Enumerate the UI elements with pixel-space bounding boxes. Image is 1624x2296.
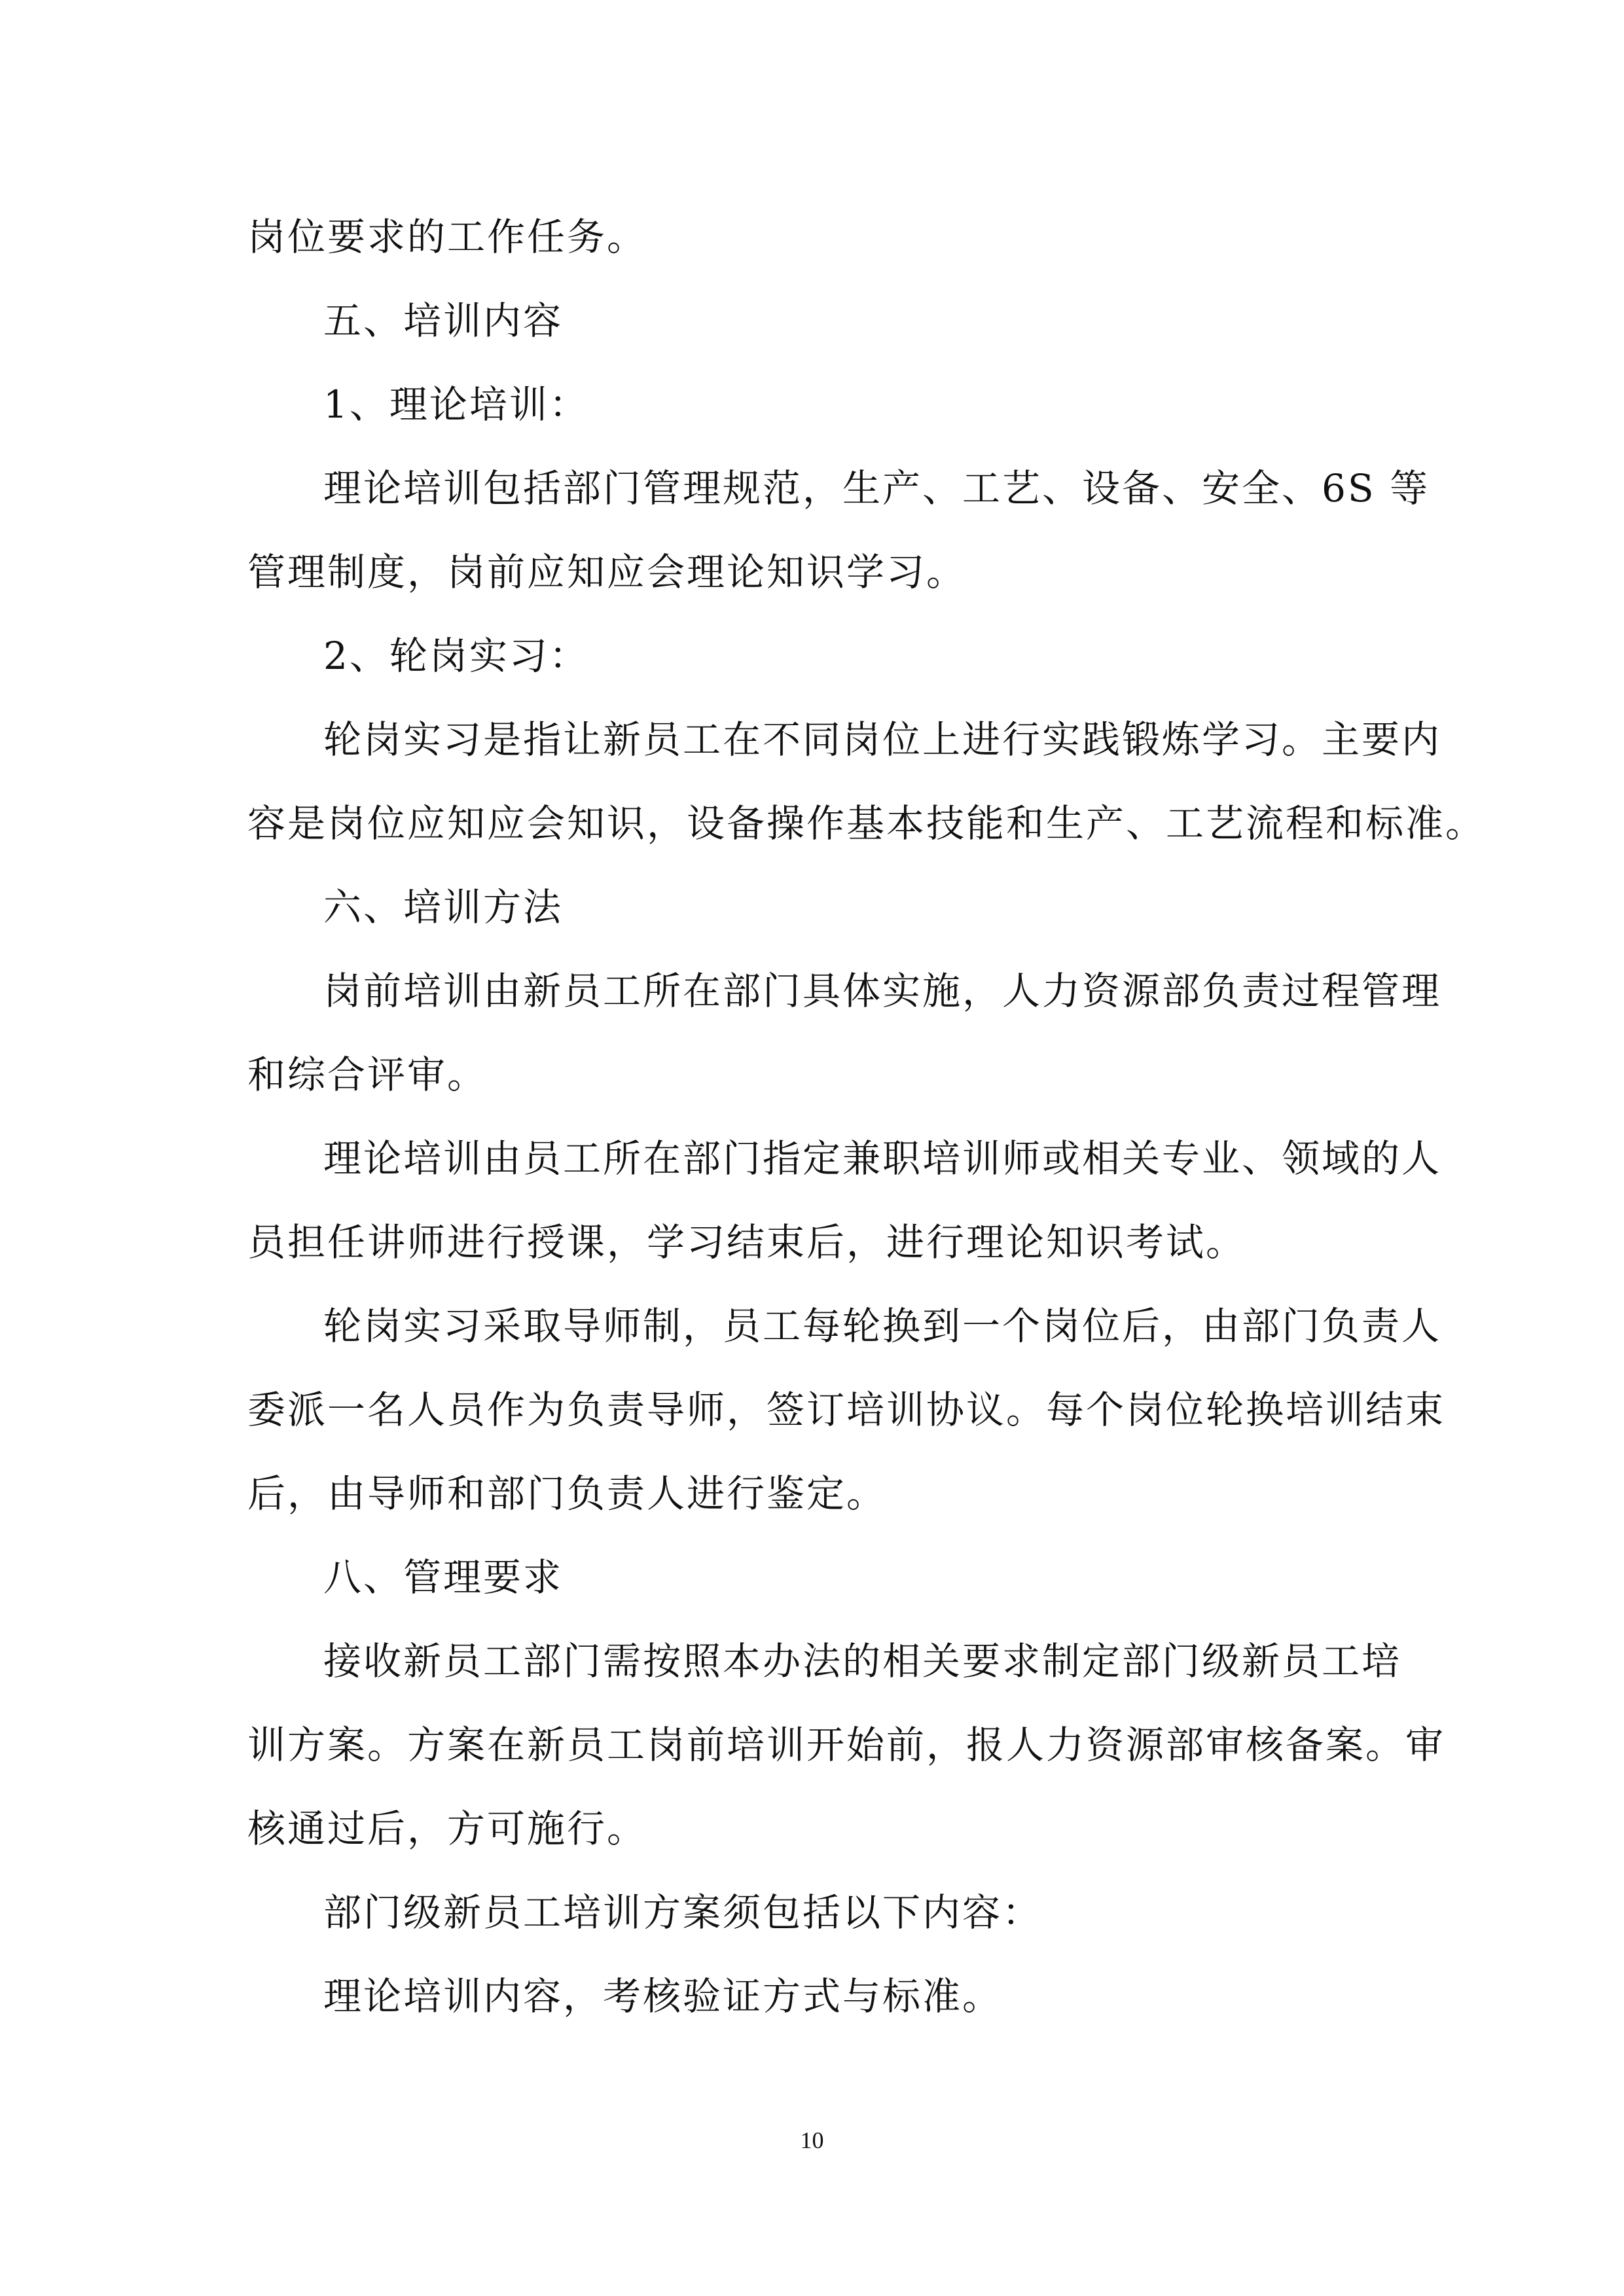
body-text-line: 理论培训包括部门管理规范，生产、工艺、设备、安全、6S 等 <box>323 466 1430 511</box>
page-number: 10 <box>800 2127 824 2153</box>
body-text-line: 接收新员工部门需按照本办法的相关要求制定部门级新员工培 <box>323 1639 1402 1683</box>
body-text-line: 岗位要求的工作任务。 <box>247 215 647 259</box>
body-text-line: 理论培训由员工所在部门指定兼职培训师或相关专业、领域的人 <box>323 1136 1442 1181</box>
body-text-line: 核通过后，方可施行。 <box>247 1806 647 1851</box>
section-heading-training-content: 五、培训内容 <box>323 298 564 343</box>
subheading-rotation-internship: 2、轮岗实习： <box>323 634 589 678</box>
section-heading-management-requirements: 八、管理要求 <box>323 1555 564 1600</box>
body-text-line: 员担任讲师进行授课，学习结束后，进行理论知识考试。 <box>247 1220 1246 1265</box>
body-text-line: 轮岗实习是指让新员工在不同岗位上进行实践锻炼学习。主要内 <box>323 717 1442 762</box>
body-text-line: 后，由导师和部门负责人进行鉴定。 <box>247 1471 887 1516</box>
body-text-line: 部门级新员工培训方案须包括以下内容： <box>323 1890 1043 1935</box>
body-text-line: 训方案。方案在新员工岗前培训开始前，报人力资源部审核备案。审 <box>247 1723 1446 1767</box>
body-text-line: 和综合评审。 <box>247 1052 488 1097</box>
body-text-line: 理论培训内容，考核验证方式与标准。 <box>323 1974 1003 2018</box>
body-text-line: 轮岗实习采取导师制，员工每轮换到一个岗位后，由部门负责人 <box>323 1304 1442 1348</box>
section-heading-training-methods: 六、培训方法 <box>323 885 564 929</box>
body-text-line: 容是岗位应知应会知识，设备操作基本技能和生产、工艺流程和标准。 <box>247 801 1486 846</box>
body-text-line: 岗前培训由新员工所在部门具体实施，人力资源部负责过程管理 <box>323 969 1442 1013</box>
body-text-line: 委派一名人员作为负责导师，签订培训协议。每个岗位轮换培训结束 <box>247 1388 1446 1432</box>
body-text-line: 管理制度，岗前应知应会理论知识学习。 <box>247 550 967 594</box>
subheading-theory-training: 1、理论培训： <box>323 382 589 427</box>
